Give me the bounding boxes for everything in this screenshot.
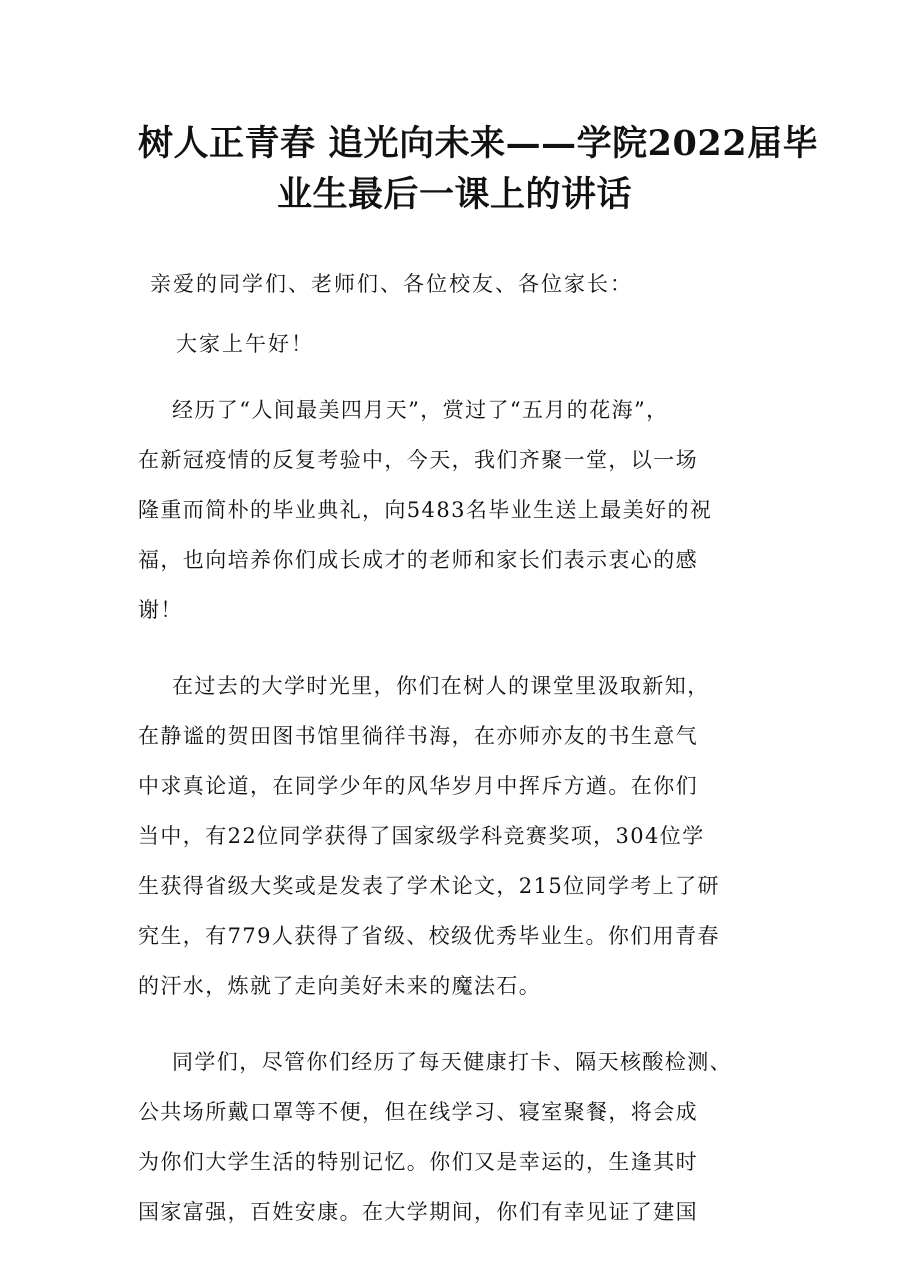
- salutation: 亲爱的同学们、老师们、各位校友、各位家长：: [150, 272, 633, 296]
- paragraph-line: 经历了“人间最美四月天”，赏过了“五月的花海”，: [172, 398, 669, 422]
- document-title: [138, 118, 819, 220]
- paragraph-line: 福，也向培养你们成长成才的老师和家长们表示衷心的感: [138, 548, 698, 572]
- paragraph-2: [138, 661, 771, 1011]
- paragraph-line: 的汗水，炼就了走向美好未来的魔法石。: [138, 974, 542, 998]
- paragraph-line: 在过去的大学时光里，你们在树人的课堂里汲取新知，: [172, 674, 710, 698]
- paragraph-line: 隆重而简朴的毕业典礼，向5483名毕业生送上最美好的祝: [138, 498, 713, 522]
- title-line-2: 业生最后一课上的讲话: [276, 174, 632, 215]
- paragraph-line: 究生，有779人获得了省级、校级优秀毕业生。你们用青春: [138, 924, 720, 948]
- paragraph-line: 国家富强，百姓安康。在大学期间，你们有幸见证了建国: [138, 1200, 698, 1224]
- paragraph-line: 在静谧的贺田图书馆里徜徉书海，在亦师亦友的书生意气: [138, 724, 698, 748]
- paragraph-line: 为你们大学生活的特别记忆。你们又是幸运的，生逢其时: [138, 1150, 698, 1174]
- paragraph-3: [138, 1037, 771, 1237]
- paragraph-1: [138, 385, 771, 635]
- paragraph-line: 谢！: [138, 598, 183, 622]
- paragraph-line: 公共场所戴口罩等不便，但在线学习、寝室聚餐，将会成: [138, 1100, 698, 1124]
- paragraph-line: 在新冠疫情的反复考验中，今天，我们齐聚一堂，以一场: [138, 448, 698, 472]
- paragraph-line: 中求真论道，在同学少年的风华岁月中挥斥方遒。在你们: [138, 774, 698, 798]
- paragraph-line: 同学们，尽管你们经历了每天健康打卡、隔天核酸检测、: [172, 1050, 732, 1074]
- paragraph-line: 生获得省级大奖或是发表了学术论文，215位同学考上了研: [138, 874, 720, 898]
- greeting: 大家上午好！: [176, 332, 314, 356]
- paragraph-line: 当中，有22位同学获得了国家级学科竞赛奖项，304位学: [138, 824, 705, 848]
- title-line-1: 树人正青春 追光向未来——学院2022届毕: [138, 123, 819, 164]
